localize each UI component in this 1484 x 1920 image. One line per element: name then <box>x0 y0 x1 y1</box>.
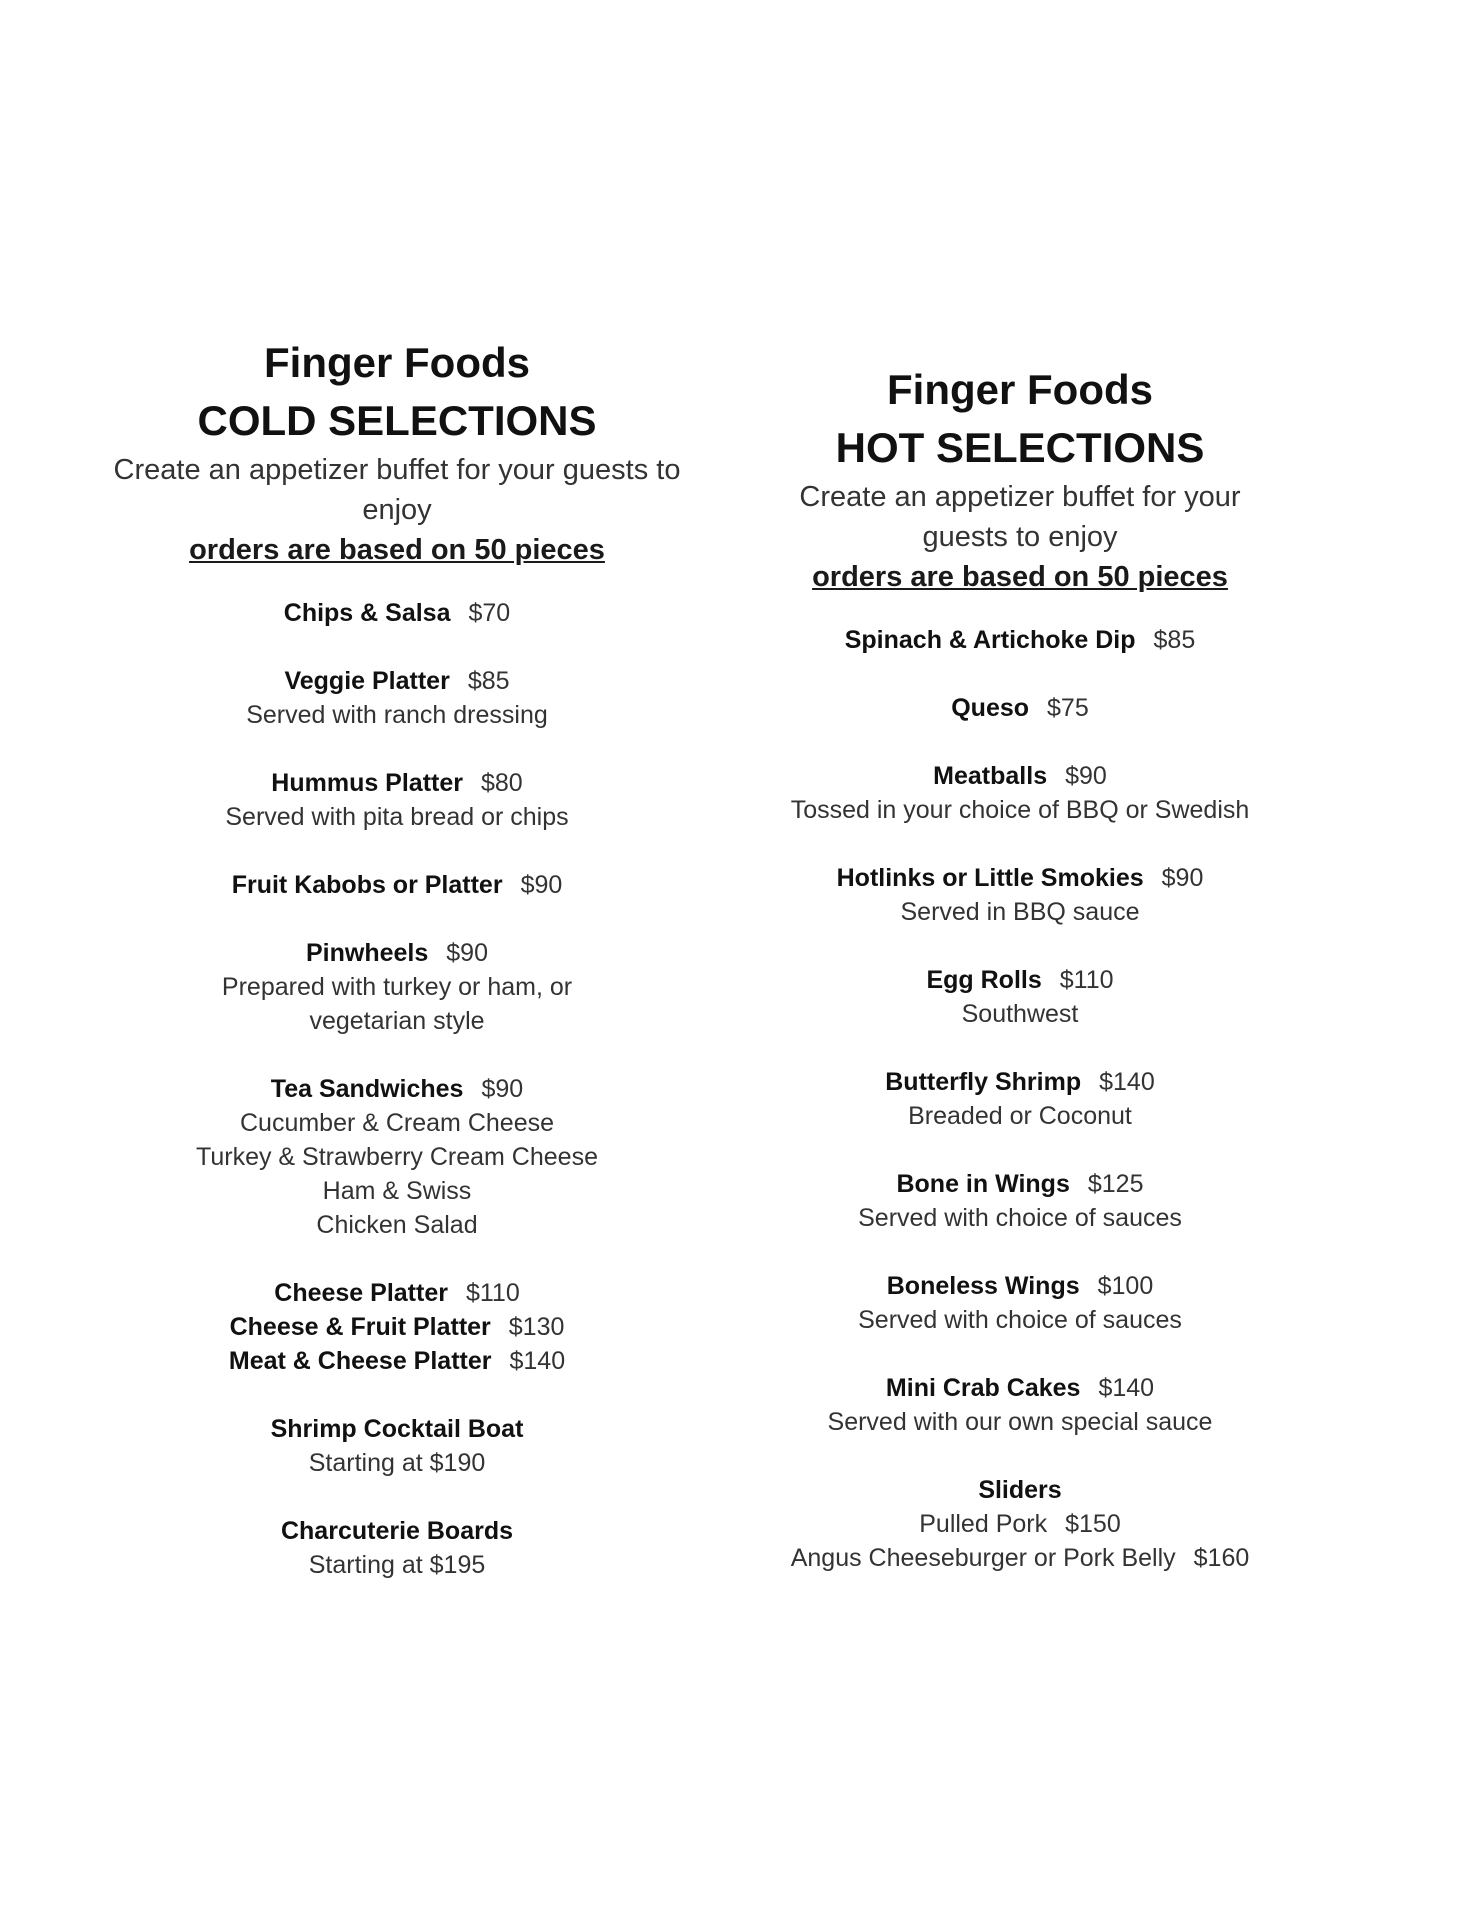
item-price: $140 <box>509 1347 566 1375</box>
item-description: Starting at $190 <box>308 1449 486 1477</box>
item-name: Chips & Salsa <box>283 599 451 627</box>
item-price: $90 <box>1161 864 1204 892</box>
item-description: Tossed in your choice of BBQ or Swedish <box>790 796 1250 824</box>
sandwich-option: Turkey & Strawberry Cream Cheese <box>196 1143 598 1171</box>
item-name: Meatballs <box>933 762 1048 790</box>
hot-selections-column <box>740 361 1300 1609</box>
item-name: Hummus Platter <box>271 769 463 797</box>
item-price: $140 <box>1098 1374 1155 1402</box>
item-name: Butterfly Shrimp <box>885 1068 1082 1096</box>
menu-item-spinach-artichoke-dip <box>740 623 1300 657</box>
menu-item-butterfly-shrimp <box>740 1065 1300 1133</box>
item-name: Charcuterie Boards <box>280 1517 514 1545</box>
item-name: Cheese & Fruit Platter <box>229 1313 491 1341</box>
item-price: $110 <box>1059 966 1114 994</box>
item-name: Queso <box>951 694 1030 722</box>
hot-title-line1: Finger Foods <box>887 366 1153 413</box>
item-description: Prepared with turkey or ham, or <box>221 973 573 1001</box>
item-name: Shrimp Cocktail Boat <box>270 1415 524 1443</box>
sandwich-option: Chicken Salad <box>316 1211 478 1239</box>
menu-item-meatballs <box>740 759 1300 827</box>
option-label: Pulled Pork <box>919 1510 1048 1538</box>
menu-item-platters-group <box>92 1276 702 1378</box>
menu-item-bone-in-wings <box>740 1167 1300 1235</box>
menu-item-hotlinks <box>740 861 1300 929</box>
item-price: $90 <box>481 1075 524 1103</box>
menu-item-charcuterie-boards <box>92 1514 702 1582</box>
item-name: Meat & Cheese Platter <box>228 1347 492 1375</box>
item-description: Starting at $195 <box>308 1551 486 1579</box>
platter-line <box>92 1344 702 1378</box>
item-price: $90 <box>446 939 488 967</box>
item-price: $100 <box>1097 1272 1154 1300</box>
hot-intro: Create an appetizer buffet for your guests to enjoy <box>799 481 1241 553</box>
item-description-continued: vegetarian style <box>309 1007 485 1035</box>
item-description: Served with choice of sauces <box>858 1306 1182 1334</box>
item-price: $70 <box>468 599 511 627</box>
cold-order-basis: orders are based on 50 pieces <box>189 534 605 566</box>
item-name: Hotlinks or Little Smokies <box>836 864 1144 892</box>
menu-item-mini-crab-cakes <box>740 1371 1300 1439</box>
item-name: Tea Sandwiches <box>270 1075 464 1103</box>
hot-title-line2: HOT SELECTIONS <box>835 424 1205 471</box>
menu-item-sliders <box>740 1473 1300 1575</box>
item-price: $125 <box>1087 1170 1144 1198</box>
item-price: $85 <box>1153 626 1196 654</box>
item-price: $90 <box>520 871 563 899</box>
item-name: Sliders <box>978 1476 1062 1504</box>
item-price: $130 <box>508 1313 565 1341</box>
item-price: $150 <box>1065 1510 1121 1538</box>
item-price: $80 <box>481 769 523 797</box>
item-price: $85 <box>467 667 510 695</box>
menu-item-shrimp-cocktail-boat <box>92 1412 702 1480</box>
menu-item-egg-rolls <box>740 963 1300 1031</box>
cold-intro: Create an appetizer buffet for your guests to enjoy <box>113 454 681 526</box>
item-price: $160 <box>1193 1544 1250 1572</box>
cold-title-line2: COLD SELECTIONS <box>197 397 597 444</box>
item-description: Southwest <box>961 1000 1079 1028</box>
item-name: Fruit Kabobs or Platter <box>231 871 503 899</box>
item-name: Spinach & Artichoke Dip <box>844 626 1136 654</box>
slider-option <box>740 1507 1300 1541</box>
cold-title-line1: Finger Foods <box>264 339 530 386</box>
item-price: $140 <box>1099 1068 1155 1096</box>
platter-line <box>92 1276 702 1310</box>
item-name: Egg Rolls <box>926 966 1042 994</box>
item-description: Served with choice of sauces <box>858 1204 1182 1232</box>
item-description: Breaded or Coconut <box>908 1102 1132 1130</box>
item-price: $110 <box>465 1279 520 1307</box>
menu-item-tea-sandwiches <box>92 1072 702 1242</box>
item-name: Mini Crab Cakes <box>885 1374 1081 1402</box>
item-description: Served with ranch dressing <box>246 701 548 729</box>
slider-option <box>740 1541 1300 1575</box>
cold-selections-column <box>92 334 702 1616</box>
item-name: Veggie Platter <box>284 667 450 695</box>
menu-item-boneless-wings <box>740 1269 1300 1337</box>
item-price: $90 <box>1065 762 1107 790</box>
item-name: Cheese Platter <box>274 1279 448 1307</box>
menu-item-pinwheels <box>92 936 702 1038</box>
item-description: Served with pita bread or chips <box>225 803 569 831</box>
item-price: $75 <box>1047 694 1089 722</box>
item-description: Served in BBQ sauce <box>900 898 1140 926</box>
item-description: Served with our own special sauce <box>827 1408 1213 1436</box>
menu-item-hummus-platter <box>92 766 702 834</box>
menu-item-veggie-platter <box>92 664 702 732</box>
menu-item-fruit-kabobs <box>92 868 702 902</box>
sandwich-option: Ham & Swiss <box>322 1177 472 1205</box>
platter-line <box>92 1310 702 1344</box>
item-name: Pinwheels <box>306 939 429 967</box>
option-label: Angus Cheeseburger or Pork Belly <box>790 1544 1176 1572</box>
item-name: Bone in Wings <box>896 1170 1070 1198</box>
hot-order-basis: orders are based on 50 pieces <box>812 561 1228 593</box>
item-name: Boneless Wings <box>886 1272 1080 1300</box>
sandwich-option: Cucumber & Cream Cheese <box>239 1109 554 1137</box>
menu-item-queso <box>740 691 1300 725</box>
menu-item-chips-salsa <box>92 596 702 630</box>
